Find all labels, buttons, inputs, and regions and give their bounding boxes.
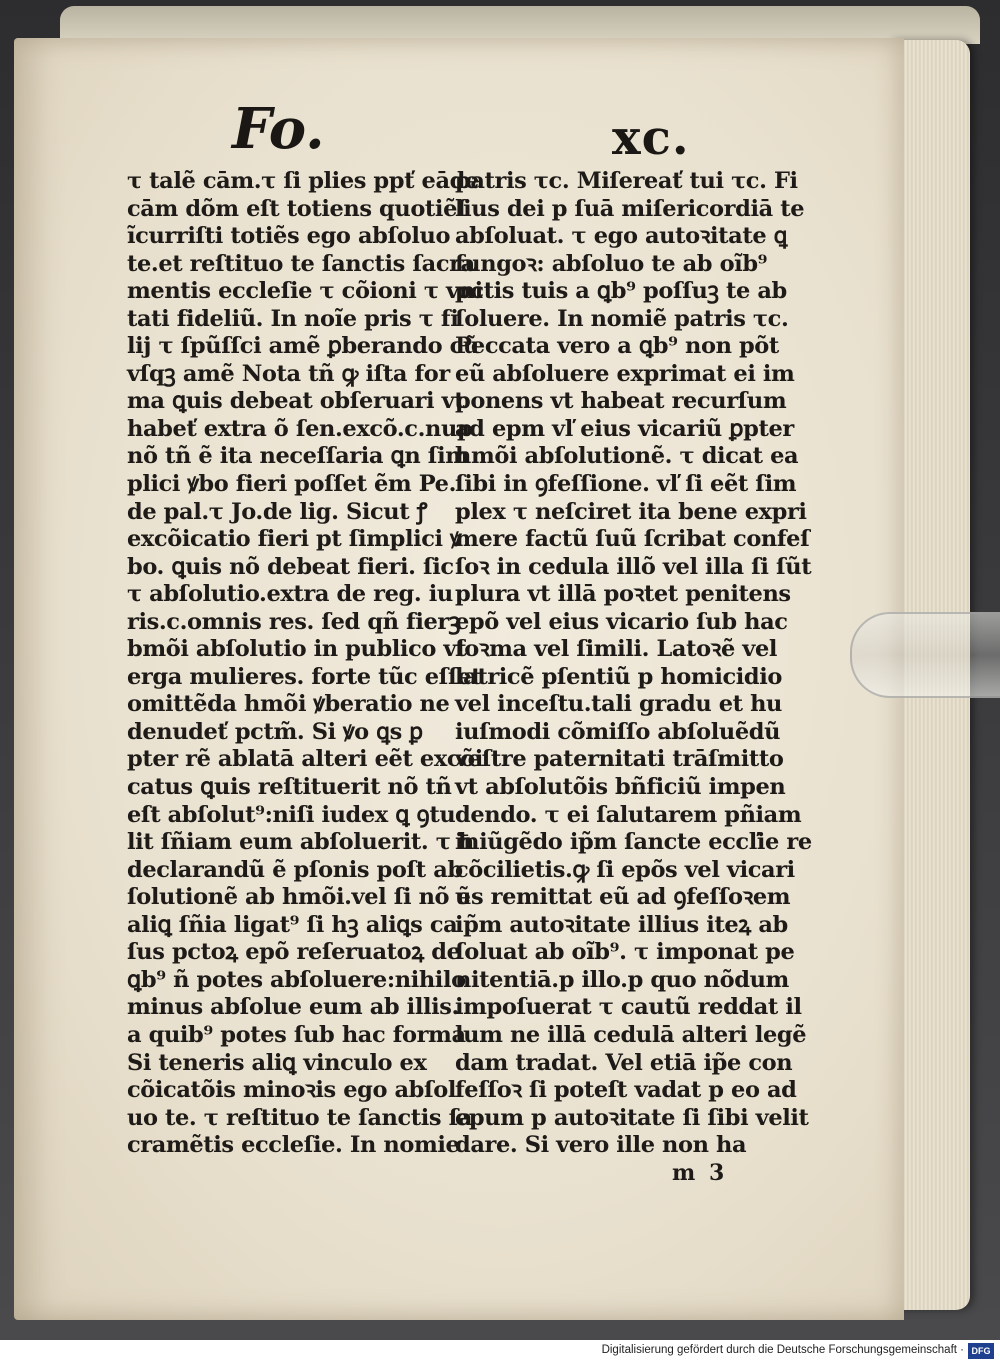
text-line: Si teneris aliꝗ vinculo ex [127,1049,427,1076]
dfg-logo: DFG [968,1343,994,1359]
text-line: patris τc. Miſereať tui τc. Fi [455,168,798,194]
text-line: excõicatio fieri pt ſimplici ꝟ [127,526,462,553]
text-line: iuſmodi cõmiſſo abſoluẽdũ [455,718,781,745]
text-line: dendo. τ ei ſalutarem pñiam [455,801,802,828]
text-line: habeť extra õ ſen.excõ.c.nup [127,415,473,442]
text-line: aliꝗ ſñia ligat⁹ ſi hꝫ aliꝗs ca [127,911,458,938]
text-line: tati fideliũ. In noĩe pris τ fi [127,305,459,332]
text-line: cõcilietis.ꝙ ſi epõs vel vicari [455,856,795,883]
text-line: bmõi abſolutio in publico vt [127,636,467,663]
text-line: fungoꝛ: abſoluo te ab oĩb⁹ [455,250,768,277]
text-line: lius dei p ſuā miſericordiā te [455,195,805,222]
text-line: vt abſolutõis bñficiũ impen [455,774,786,801]
text-line: eſt abſolut⁹:niſi iudex ꝗ ꝯtu [127,801,456,828]
footer-credit: Digitalisierung gefördert durch die Deutsche Forschungsgemeinschaft · [601,1344,964,1356]
text-line: bo. ꝗuis nõ debeat fieri. ſic [127,553,454,580]
text-line: vſqꝫ amẽ Nota tñ ꝙ iſta for [127,360,450,387]
text-line: dam tradat. Vel etiā ip̃e con [455,1049,793,1076]
text-line: cām dõm eſt totiens quotiẽſ [127,195,467,222]
footer-bar [0,1340,1000,1363]
text-column-right [455,168,812,1160]
text-line: declarandũ ẽ pſonis poſt ab [127,856,463,883]
text-line: us remittat eũ ad ꝯfeſſoꝛem [455,884,791,911]
folio-label: Fo. [232,96,325,162]
text-line: latricẽ pſentiũ p homicidio [455,663,783,690]
text-line: hmõi abſolutionẽ. τ dicat ea [455,443,799,470]
text-line: dare. Si vero ille non ha [455,1132,747,1159]
text-line: eũ abſoluere exprimat ei im [455,360,795,387]
text-line: ſolutionẽ ab hmõi.vel ſi nõ ẽ [127,884,471,911]
text-line: feſſoꝛ ſi poteſt vadat p eo ad [455,1077,797,1104]
text-line: τ talẽ cām.τ ſi plies ppť eāde [127,168,479,194]
text-line: ꝗb⁹ ñ potes abſoluere:nihilo [127,966,466,993]
text-line: ſus pctoꝝ epõ reſeruatoꝝ de [127,939,461,966]
text-line: epõ vel eius vicario ſub hac [455,608,788,635]
text-line: pter rẽ ablatā alteri eẽt excõi [127,746,483,773]
text-line: uo te. τ reſtituo te ſanctis ſa [127,1104,473,1131]
text-line: te.et reſtituo te ſanctis ſacra [127,250,475,277]
text-line: Peccata vero a ꝗb⁹ non põt [455,333,779,360]
text-line: abſoluat. τ ego autoꝛitate ꝗ [455,223,788,250]
text-line: lum ne illā cedulā alteri legẽ [455,1021,807,1048]
text-line: cõicatõis minoꝛis ego abſol [127,1077,457,1104]
text-line: mere factũ ſuũ ſcribat confeſ [455,526,810,553]
text-line: iniũgẽdo ip̃m ſancte eccľie re [455,829,812,856]
text-line: ĩcurriſti totiẽs ego abſoluo [127,223,451,250]
text-line: nitentiā.p illo.p quo nõdum [455,966,789,993]
text-line: vel inceſtu.tali gradu et hu [455,691,783,718]
signature-mark: m 3 [672,1160,728,1186]
text-line: cramẽtis eccleſie. In nomie [127,1132,460,1159]
text-line: ſoluat ab oĩb⁹. τ imponat pe [455,939,795,966]
text-line: denudeť pctm̃. Si ꝟo ꝗs ꝑ [127,718,423,745]
text-line: plex τ neſciret ita bene expri [455,498,807,525]
text-line: ſibi in ꝯfeſſione. vľ ſi eẽt ſim [455,471,797,498]
text-line: τ abſolutio.extra de reg. iu [127,581,453,608]
text-line: nõ tñ ẽ ita neceſſaria ꝗn ſim [127,443,469,470]
text-column-left [127,168,483,1160]
text-line: pctis tuis a ꝗb⁹ poſſuꝫ te ab [455,278,787,305]
text-line: plura vt illā poꝛtet penitens [455,581,791,608]
text-line: omittẽda hmõi ꝟberatio ne [127,691,450,718]
page-clip [850,612,1000,698]
text-line: minus abſolue eum ab illis. [127,994,459,1021]
text-line: lij τ ſpũſſci amẽ ꝑberando cũ [127,333,479,360]
text-line: de pal.τ Jo.de lig. Sicut ꝭ [127,498,427,525]
folio-number: xc. [612,110,690,166]
text-line: ris.c.omnis res. ſed qñ fierꝫ [127,608,460,635]
text-line: ponens vt habeat recurſum [455,388,787,415]
text-line: ſoꝛ in cedula illõ vel illa ſi ſũt [455,553,812,580]
text-line: a quib⁹ potes ſub hac forma [127,1021,466,1048]
text-line: foꝛma vel ſimili. Latoꝛẽ vel [455,636,778,663]
text-line: catus ꝗuis reſtituerit nõ tñ [127,774,452,801]
text-line: mentis eccleſie τ cõioni τ vni [127,278,483,305]
text-line: plici ꝟbo fieri poſſet ẽm Pe. [127,471,457,498]
text-line: lit ſñiam eum abſoluerit. τ ħ [127,829,474,856]
text-line: ſoluere. In nomiẽ patris τc. [455,305,789,332]
text-line: ad epm vľ eius vicariũ ꝑpter [455,415,794,442]
text-line: ma ꝗuis debeat obſeruari vt [127,388,465,415]
text-line: ip̃m autoꝛitate illius iteꝝ ab [455,911,788,938]
text-line: erga mulieres. forte tũc eſſet [127,663,482,690]
text-line: veſtre paternitati trāſmitto [455,746,784,773]
text-line: impoſuerat τ cautũ reddat il [455,994,802,1021]
text-line: epum p autoꝛitate ſi ſibi velit [455,1104,809,1131]
